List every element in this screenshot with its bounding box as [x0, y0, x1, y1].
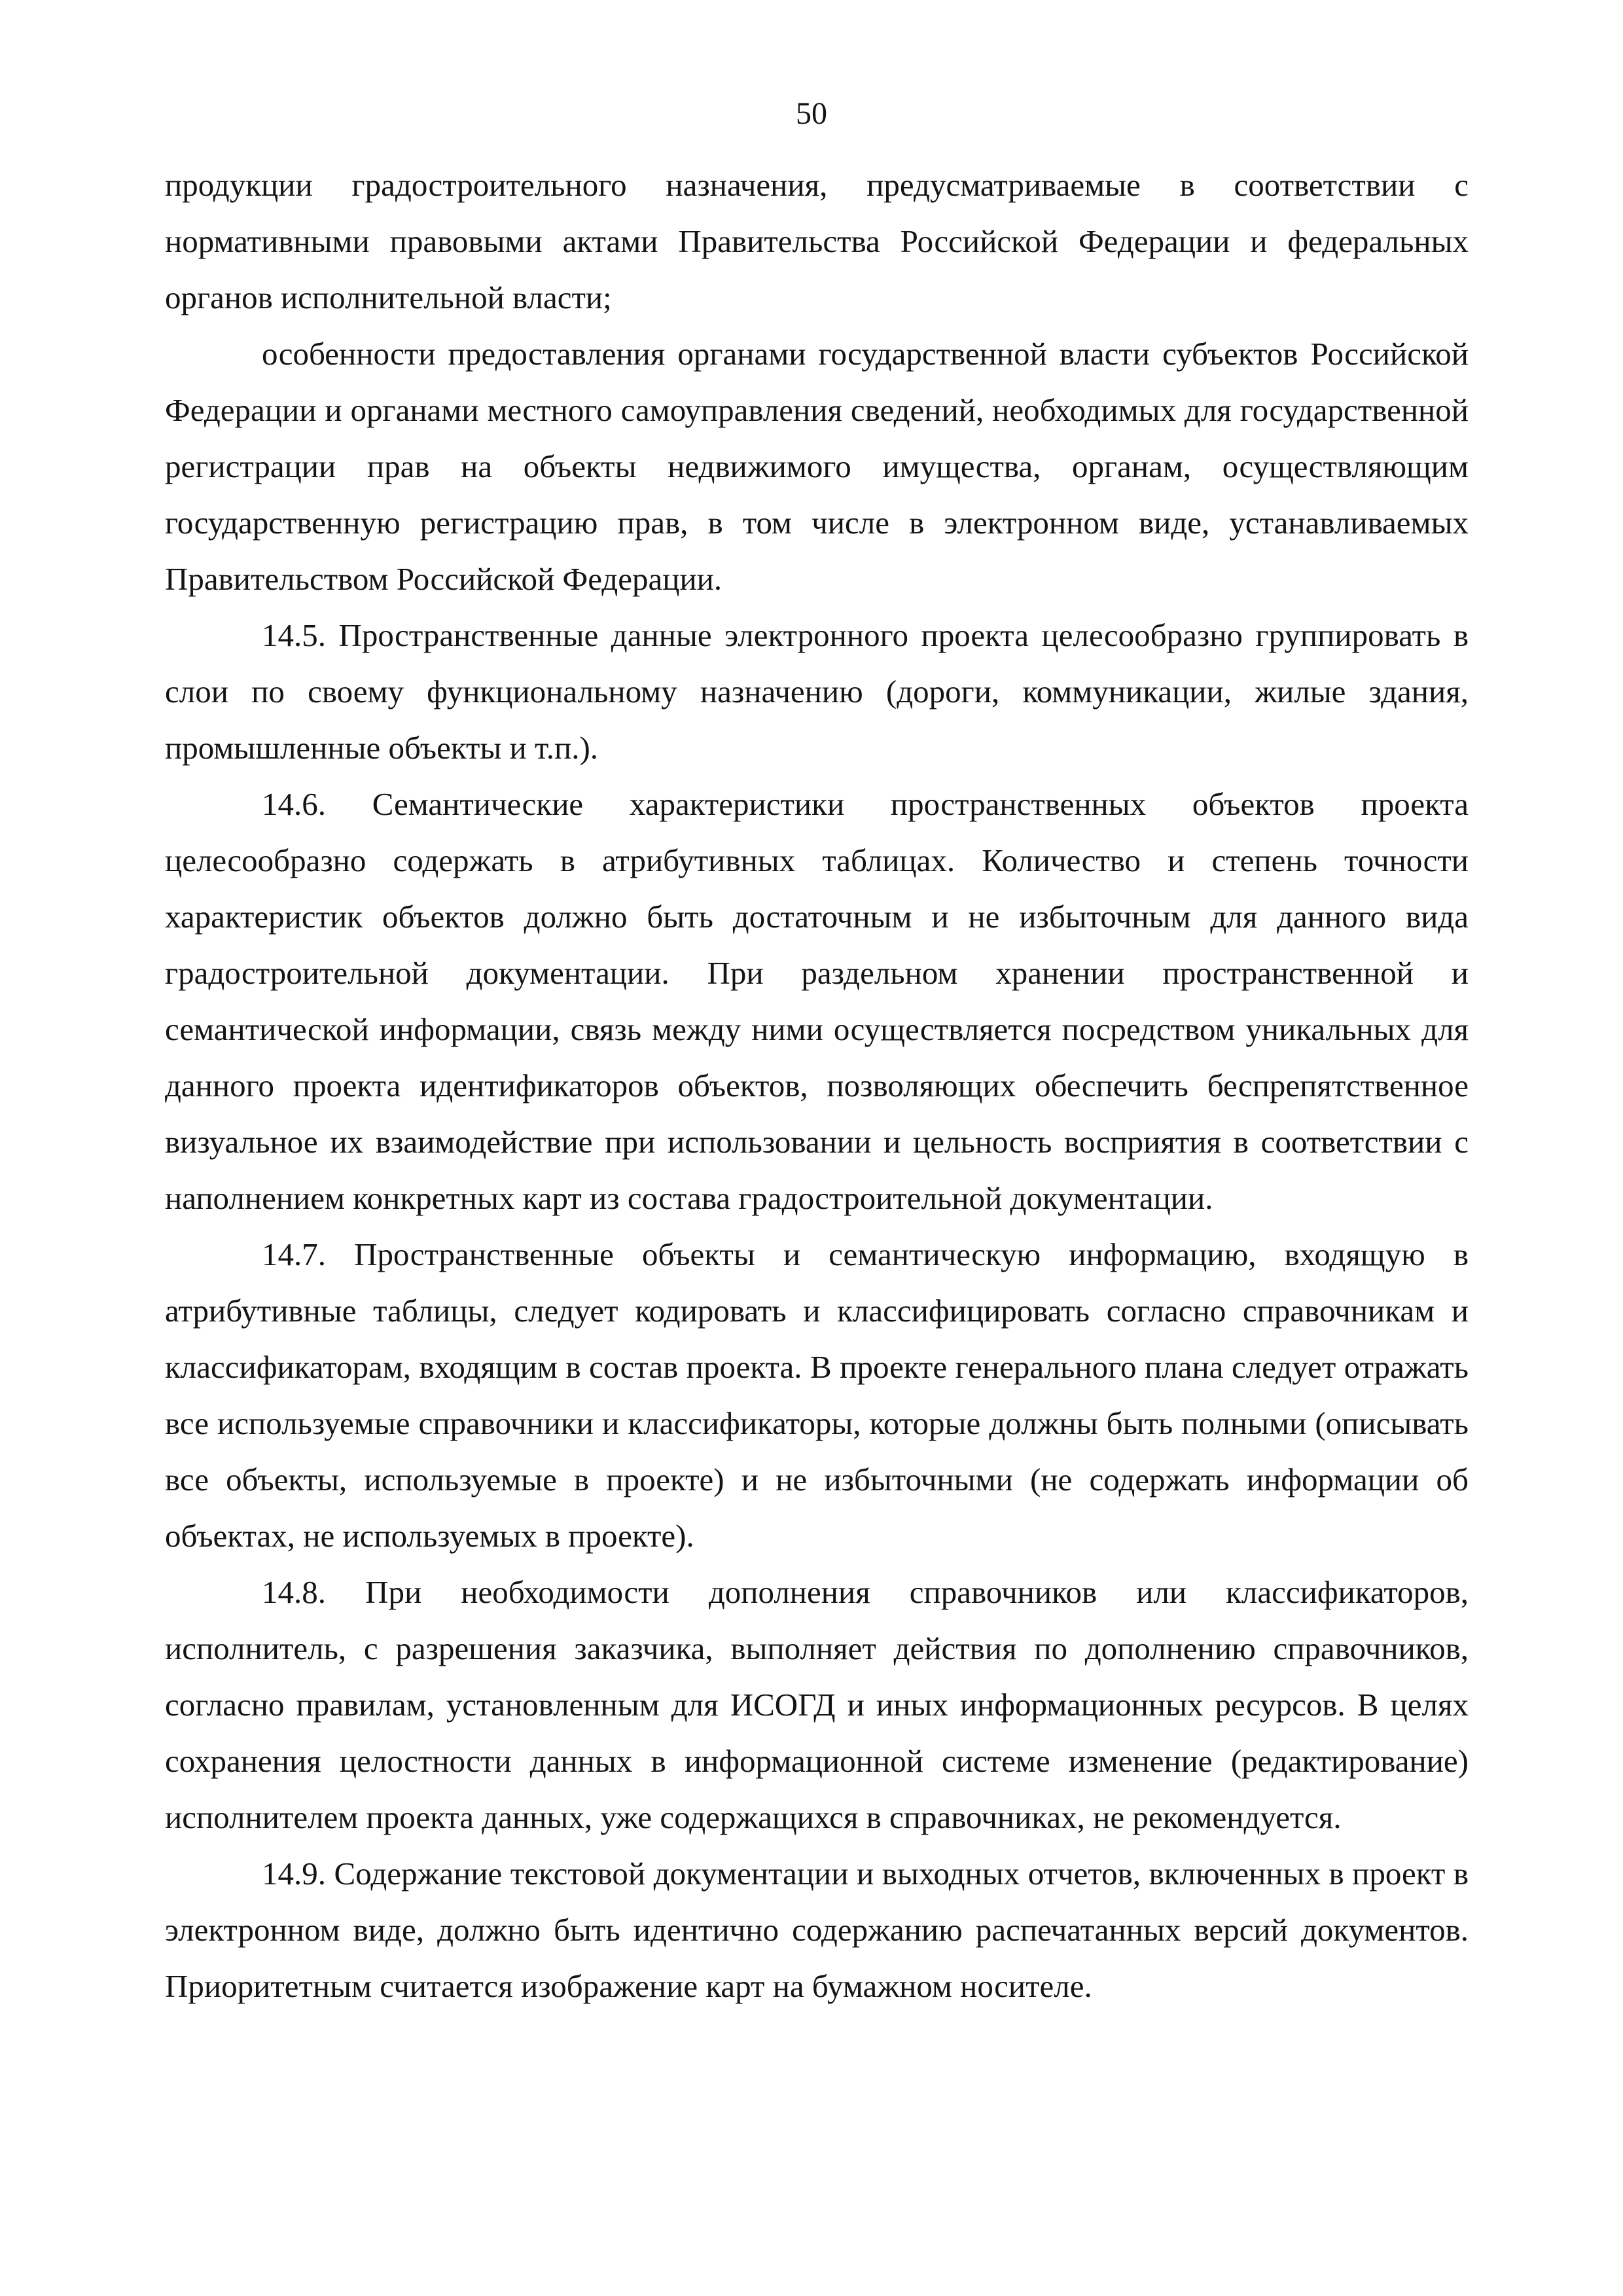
document-body: [165, 157, 1469, 2015]
page-number: 50: [796, 96, 827, 131]
paragraph-14-8: 14.8. При необходимости дополнения справочников или классификаторов, исполнитель, с разрешения заказчика, выполняет действия по дополнению справочников, согласно правилам, установленным для ИСОГД и иных информационных ресурсов. В целях сохранения целостности данных в информационной системе изменение (редактирование) исполнителем проекта данных, уже содержащихся в справочниках, не рекомендуется.: [165, 1574, 1469, 1835]
paragraph-continuation: продукции градостроительного назначения, предусматриваемые в соответствии с нормативными правовыми актами Правительства Российской Федерации и федеральных органов исполнительной власти;: [165, 167, 1469, 315]
paragraph-14-5: 14.5. Пространственные данные электронного проекта целесообразно группировать в слои по своему функциональному назначению (дороги, коммуникации, жилые здания, промышленные объекты и т.п.).: [165, 617, 1469, 766]
paragraph-14-9: 14.9. Содержание текстовой документации и выходных отчетов, включенных в проект в электронном виде, должно быть идентично содержанию распечатанных версий документов. Приоритетным считается изображение карт на бумажном носителе.: [165, 1856, 1469, 2004]
paragraph-14-7: 14.7. Пространственные объекты и семантическую информацию, входящую в атрибутивные таблицы, следует кодировать и классифицировать согласно справочникам и классификаторам, входящим в состав проекта. В проекте генерального плана следует отражать все используемые справочники и классификаторы, которые должны быть полными (описывать все объекты, используемые в проекте) и не избыточными (не содержать информации об объектах, не используемых в проекте).: [165, 1236, 1469, 1554]
paragraph-registration-info: особенности предоставления органами государственной власти субъектов Российской Федерации и органами местного самоуправления сведений, необходимых для государственной регистрации прав на объекты недвижимого имущества, органам, осуществляющим государственную регистрацию прав, в том числе в электронном виде, устанавливаемых Правительством Российской Федерации.: [165, 336, 1469, 597]
paragraph-14-6: 14.6. Семантические характеристики пространственных объектов проекта целесообразно содержать в атрибутивных таблицах. Количество и степень точности характеристик объектов должно быть достаточным и не избыточным для данного вида градостроительной документации. При раздельном хранении пространственной и семантической информации, связь между ними осуществляется посредством уникальных для данного проекта идентификаторов объектов, позволяющих обеспечить беспрепятственное визуальное их взаимодействие при использовании и цельность восприятия в соответствии с наполнением конкретных карт из состава градостроительной документации.: [165, 786, 1469, 1216]
